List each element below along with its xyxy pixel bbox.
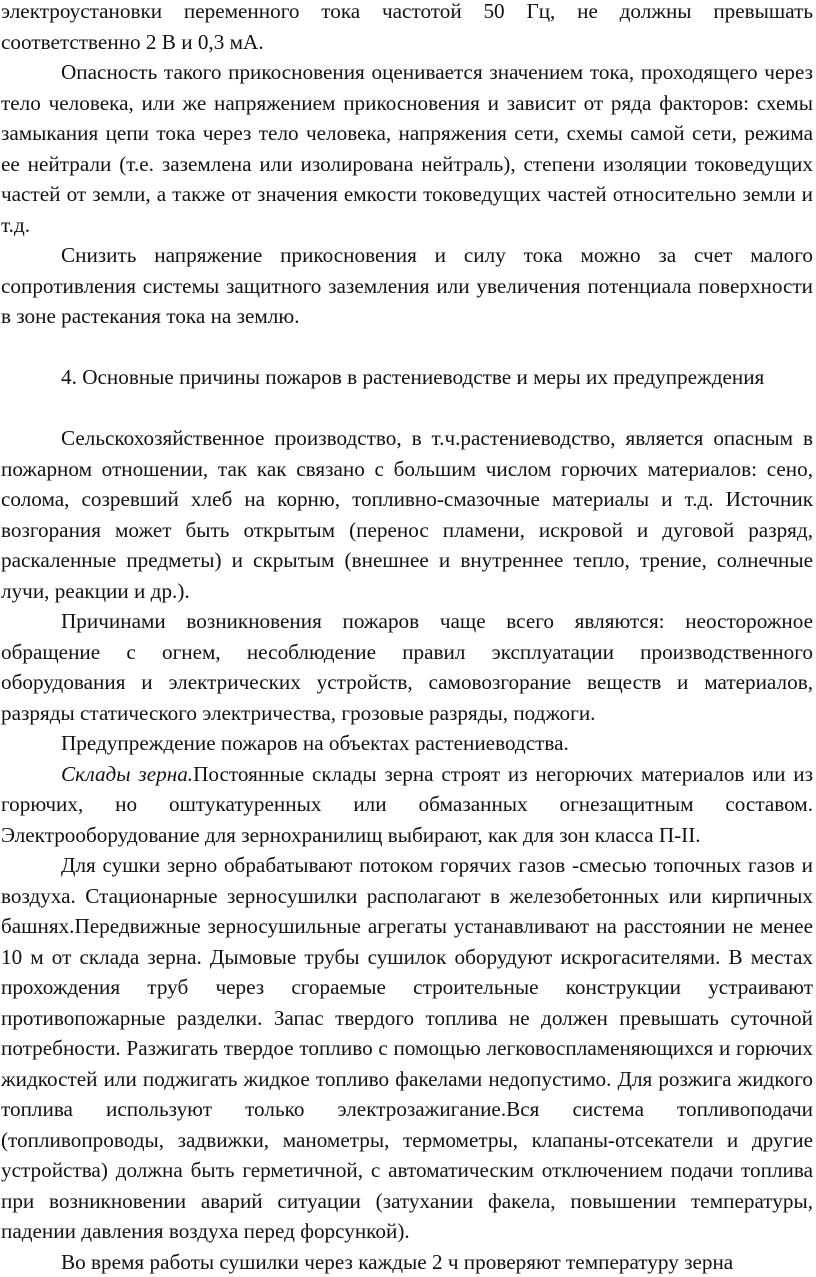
grain-storage-text: Постоянные склады зерна строят из негорючих материалов или из горючих, но оштукатуренных или обмазанных огнезащитным составом. Электрооборудование для зернохранилищ выбирают, как для зон класса П-II. (1, 762, 813, 847)
paragraph-reduce-voltage: Снизить напряжение прикосновения и силу тока можно за счет малого сопротивления системы защитного заземления или увеличения потенциала поверхности в зоне растекания тока на землю. (1, 240, 813, 332)
paragraph-touch-danger: Опасность такого прикосновения оценивается значением тока, проходящего через тело человека, или же напряжением прикосновения и зависит от ряда факторов: схемы замыкания цепи тока через тело человека, напряжения сети, схемы самой сети, режима ее нейтрали (т.е. заземлена или изолирована нейтраль), степени изоляции токоведущих частей от земли, а также от значения емкости токоведущих частей относительно земли и т.д. (1, 57, 813, 240)
grain-storage-label: Склады зерна. (61, 762, 193, 786)
paragraph-dryer-operation: Во время работы сушилки через каждые 2 ч проверяют температуру зерна (1, 1247, 813, 1277)
blank-line (1, 332, 813, 363)
paragraph-fire-causes: Причинами возникновения пожаров чаще всего являются: неосторожное обращение с огнем, несоблюдение правил эксплуатации производственного оборудования и электрических устройств, самовозгорание веществ и материалов, разряды статического электричества, грозовые разряды, поджоги. (1, 606, 813, 728)
paragraph-fire-prevention: Предупреждение пожаров на объектах растениеводства. (1, 728, 813, 759)
blank-line (1, 393, 813, 424)
paragraph-fire-hazard: Сельскохозяйственное производство, в т.ч.растениеводство, является опасным в пожарном отношении, так как связано с большим числом горючих материалов: сено, солома, созревший хлеб на корню, топливно-смазочные материалы и т.д. Источник возгорания может быть открытым (перенос пламени, искровой и дуговой разряд, раскаленные предметы) и скрытым (внешнее и внутреннее тепло, трение, солнечные лучи, реакции и др.). (1, 423, 813, 606)
section-heading: 4. Основные причины пожаров в растениеводстве и меры их предупреждения (1, 362, 813, 393)
paragraph-grain-storage (1, 759, 813, 851)
paragraph-continuation: электроустановки переменного тока частотой 50 Гц, не должны превышать соответственно 2 В и 0,3 мА. (1, 0, 813, 57)
paragraph-grain-drying: Для сушки зерно обрабатывают потоком горячих газов -смесью топочных газов и воздуха. Стационарные зерносушилки располагают в железобетонных или кирпичных башнях.Передвижные зерносушильные агрегаты устанавливают на расстоянии не менее 10 м от склада зерна. Дымовые трубы сушилок оборудуют искрогасителями. В местах прохождения труб через сгораемые строительные конструкции устраивают противопожарные разделки. Запас твердого топлива не должен превышать суточной потребности. Разжигать твердое топливо с помощью легковоспламеняющихся и горючих жидкостей или поджигать жидкое топливо факелами недопустимо. Для розжига жидкого топлива используют только электрозажигание.Вся система топливоподачи (топливопроводы, задвижки, манометры, термометры, клапаны-отсекатели и другие устройства) должна быть герметичной, с автоматическим отключением подачи топлива при возникновении аварий ситуации (затухании факела, повышении температуры, падении давления воздуха перед форсункой). (1, 850, 813, 1247)
